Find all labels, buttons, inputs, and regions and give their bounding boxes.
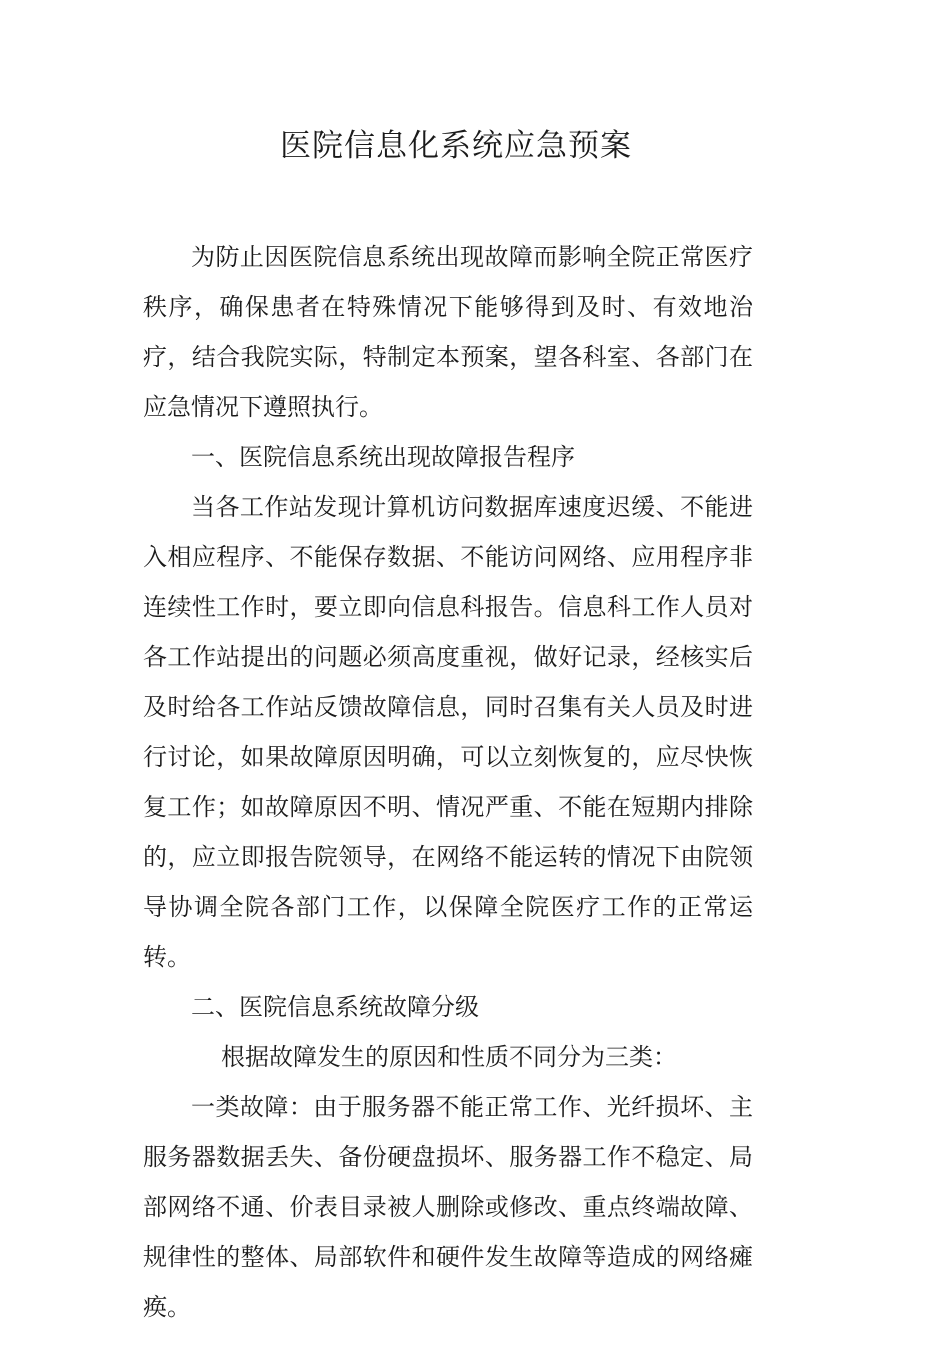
classification-intro: 根据故障发生的原因和性质不同分为三类： — [221, 1043, 677, 1071]
report-procedure-paragraph: 当各工作站发现计算机访问数据库速度迟缓、不能进入相应程序、不能保存数据、不能访问网络、应用程序非连续性工作时，要立即向信息科报告。信息科工作人员对各工作站提出的问题必须高度重视，做好记录，经核实后及时给各工作站反馈故障信息，同时召集有关人员及时进行讨论，如果故障原因明确，可以立刻恢复的，应尽快恢复工作；如故障原因不明、情况严重、不能在短期内排除的，应立即报告院领导，在网络不能运转的情况下由院领导协调全院各部门工作，以保障全院医疗工作的正常运转。 — [143, 493, 753, 971]
document-body — [143, 232, 753, 1332]
section-heading-1: 一、医院信息系统出现故障报告程序 — [191, 443, 575, 471]
class-one-fault-paragraph: 一类故障：由于服务器不能正常工作、光纤损坏、主服务器数据丢失、备份硬盘损坏、服务器工作不稳定、局部网络不通、价表目录被人删除或修改、重点终端故障、规律性的整体、局部软件和硬件发生故障等造成的网络瘫痪。 — [143, 1093, 753, 1321]
intro-paragraph: 为防止因医院信息系统出现故障而影响全院正常医疗秩序，确保患者在特殊情况下能够得到及时、有效地治疗，结合我院实际，特制定本预案，望各科室、各部门在应急情况下遵照执行。 — [143, 243, 753, 421]
document-title: 医院信息化系统应急预案 — [280, 128, 632, 164]
section-heading-2: 二、医院信息系统故障分级 — [191, 993, 479, 1021]
